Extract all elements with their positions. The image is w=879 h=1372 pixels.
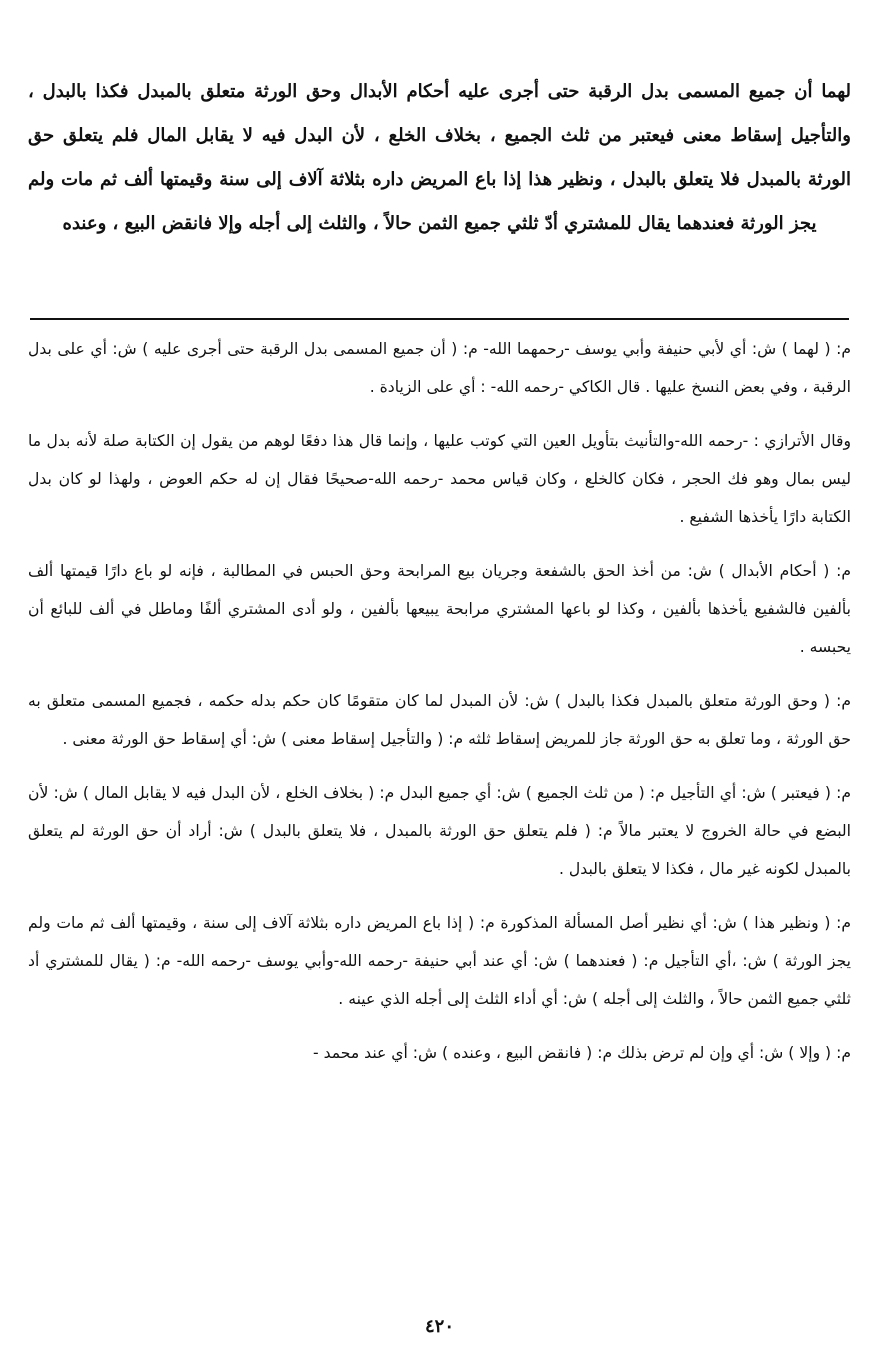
commentary-paragraph-4: م: ( وحق الورثة متعلق بالمبدل فكذا بالبدل ) ش: لأن المبدل لما كان متقومًا كان حكم بدله حكمه ، فجميع المسمى متعلق به حق الورثة ، وما تعلق به حق الورثة جاز للمريض إسقاط ثلثه م: ( والتأجيل إسقاط معنى ) ش: أي إسقاط حق الورثة معنى .: [28, 692, 851, 748]
commentary-paragraph-1: م: ( لهما ) ش: أي لأبي حنيفة وأبي يوسف -رحمهما الله- م: ( أن جميع المسمى بدل الرقبة حتى أجرى عليه ) ش: أي على بدل الرقبة ، وفي بعض النسخ عليها . قال الكاكي -رحمه الله- : أي على الزيادة .: [28, 340, 851, 396]
commentary-paragraph-5: م: ( فيعتبر ) ش: أي التأجيل م: ( من ثلث الجميع ) ش: أي جميع البدل م: ( بخلاف الخلع ، لأن البدل فيه لا يقابل المال ) ش: لأن البضع في حالة الخروج لا يعتبر مالاً م: ( فلم يتعلق حق الورثة بالمبدل ، فلا يتعلق بالبدل ) ش: أراد أن حق الورثة لم يتعلق بالمبدل لكونه غير مال ، فكذا لا يتعلق بالبدل .: [28, 784, 851, 878]
footnote-separator-line: [30, 318, 849, 320]
commentary-paragraph-7: م: ( وإلا ) ش: أي وإن لم ترض بذلك م: ( فانقض البيع ، وعنده ) ش: أي عند محمد -: [312, 1044, 851, 1062]
commentary-paragraph-6: م: ( ونظير هذا ) ش: أي نظير أصل المسألة المذكورة م: ( إذا باع المريض داره بثلاثة آلاف إلى سنة ، وقيمتها ألف ثم مات ولم يجز الورثة ) ش: ،أي التأجيل م: ( فعندهما ) ش: أي عند أبي حنيفة -رحمه الله-وأبي يوسف -رحمه الله- م: ( يقال للمشتري أد ثلثي جميع الثمن حالاً ، والثلث إلى أجله ) ش: أي أداء الثلث إلى أجله الذي عينه .: [28, 914, 851, 1008]
main-text-matn: لهما أن جميع المسمى بدل الرقبة حتى أجرى عليه أحكام الأبدال وحق الورثة متعلق بالمبدل فكذا بالبدل ، والتأجيل إسقاط معنى فيعتبر من ثلث الجميع ، بخلاف الخلع ، لأن البدل فيه لا يقابل المال فلم يتعلق حق الورثة بالمبدل فلا يتعلق بالبدل ، ونظير هذا إذا باع المريض داره بثلاثة آلاف إلى سنة وقيمتها ألف ثم مات ولم يجز الورثة فعندهما يقال للمشتري أدّ ثلثي جميع الثمن حالاً ، والثلث إلى أجله وإلا فانقض البيع ، وعنده: [28, 81, 851, 234]
page-number: ٤٢٠: [424, 1316, 454, 1337]
commentary-paragraph-2: وقال الأترازي : -رحمه الله-والتأنيث بتأويل العين التي كوتب عليها ، وإنما قال هذا دفعًا لوهم من يقول إن الكتابة صلة لأنه بدل ما ليس بمال وهو فك الحجر ، فكان كالخلع ، وكان قياس محمد -رحمه الله-صحيحًا فقال إن له حكم العوض ، ولهذا لو كان بدل الكتابة دارًا يأخذها الشفيع .: [28, 432, 851, 526]
commentary-section: [28, 330, 851, 1088]
commentary-paragraph-3: م: ( أحكام الأبدال ) ش: من أخذ الحق بالشفعة وجريان بيع المرابحة وحق الحبس في المطالبة ، فإنه لو باع دارًا قيمتها ألف بألفين فالشفيع يأخذها بألفين ، وكذا لو باعها المشتري مرابحة يبيعها بألفين ، ولو أدى المشتري ألفًا وماطل في ألف للبائع أن يحبسه .: [28, 562, 851, 656]
